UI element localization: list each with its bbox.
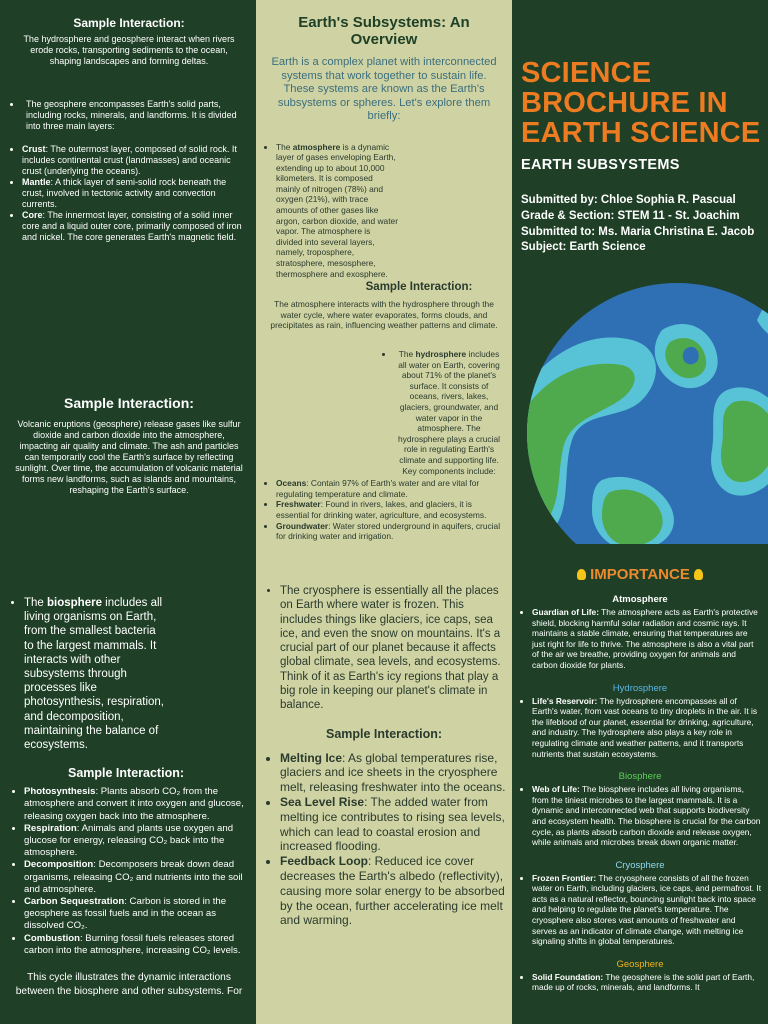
- grade-section: Grade & Section: STEM 11 - St. Joachim: [521, 209, 740, 222]
- geosphere-list: [12, 99, 246, 132]
- brochure-subtitle: EARTH SUBSYSTEMS: [521, 157, 680, 173]
- panel-left-bottom: [0, 544, 256, 1024]
- submitted-by: Submitted by: Chloe Sophia R. Pascual: [521, 194, 736, 206]
- panel-right-bottom: [512, 544, 768, 1024]
- sample2-heading: Sample Interaction:: [64, 395, 194, 411]
- process-photosynthesis: • Photosynthesis: Plants absorb CO₂ from the atmosphere and convert it into oxygen and glucose, releasing oxygen back into the atmosphere.: [24, 786, 246, 823]
- cryosphere-list: [262, 584, 506, 713]
- importance-biosphere-title: Biosphere: [618, 771, 662, 783]
- importance-geosphere-title: Geosphere: [616, 958, 664, 970]
- importance-hydrosphere-list: [518, 696, 762, 760]
- earth-globe-icon: [512, 270, 768, 544]
- brochure-title: SCIENCE BROCHURE IN EARTH SCIENCE: [521, 57, 761, 149]
- layers-list: [12, 144, 246, 243]
- layer-mantle: • Mantle: A thick layer of semi-solid rock beneath the crust, involved in tectonic activity and convection currents.: [22, 177, 246, 210]
- process-combustion: • Combustion: Burning fossil fuels releases stored carbon into the atmosphere, increasing CO₂ levels.: [24, 933, 246, 957]
- submitted-to: Submitted to: Ms. Maria Christina E. Jacob: [521, 225, 755, 238]
- cryosphere-desc: • The cryosphere is essentially all the places on Earth where water is frozen. This includes things like glaciers, ice caps, sea ice, and even the snow on mountains. It's a crucial part of our planet because it affects global climate, sea levels, and ecosystems. Think of it as Earth's icy regions that play a big role in keeping our planet's climate in balance.: [280, 584, 506, 713]
- biosphere-list: [6, 596, 164, 752]
- importance-cryosphere: • Frozen Frontier: The cryosphere consists of all the frozen water on Earth, including glaciers, ice caps, and permafrost. It acts as a natural reflector, bouncing sunlight back into space and helping to regulate the planet's temperature. The cryosphere also stores vast amounts of freshwater and serves as an indicator of climate change, with melting ice signaling shifts in global temperatures.: [532, 873, 762, 947]
- overview-intro: Earth is a complex planet with interconnected systems that work together to sustain life. These systems are known as the Earth's subsystems or spheres. Let's explore them briefly:: [271, 56, 497, 122]
- component-freshwater: • Freshwater: Found in rivers, lakes, and glaciers, it is essential for drinking water, agriculture, and ecosystems.: [276, 499, 504, 520]
- importance-geosphere: • Solid Foundation: The geosphere is the solid part of Earth, made up of rocks, minerals, and landforms. It: [532, 972, 762, 993]
- sample-heading: Sample Interaction:: [73, 16, 185, 30]
- cryo-sample-heading: Sample Interaction:: [326, 726, 442, 741]
- panel-right-top: [512, 0, 768, 544]
- atmosphere-desc: • The atmosphere is a dynamic layer of gases enveloping Earth, extending up to about 10,000 kilometers. It is composed mainly of nitrogen (78%) and oxygen (21%), with trace amounts of other gases like argon, carbon dioxide, and water vapor. The atmosphere is divided into several layers, namely, troposphere, stratosphere, mesosphere, thermosphere and exosphere.: [276, 142, 398, 280]
- atmo-sample-heading: Sample Interaction:: [365, 281, 473, 294]
- importance-cryosphere-title: Cryosphere: [615, 859, 665, 871]
- importance-biosphere: • Web of Life: The biosphere includes all living organisms, from the tiniest microbes to the largest mammals. It is a dynamic and interconnected web that supports biodiversity and ecosystem health. The biosphere is crucial for the carbon cycle, as plants absorb carbon dioxide and release oxygen, while animals and microbes break down organic matter.: [532, 784, 762, 848]
- importance-atmosphere-list: [518, 607, 762, 671]
- panel-mid-top: [256, 0, 512, 544]
- item-melting-ice: • Melting Ice: As global temperatures rise, glaciers and ice sheets in the cryosphere melt, releasing freshwater into the oceans.: [280, 751, 510, 795]
- importance-geosphere-list: [518, 972, 762, 993]
- sample-text: The hydrosphere and geosphere interact when rivers erode rocks, transporting sediments to the ocean, shaping landscapes and forming deltas.: [23, 34, 235, 66]
- geosphere-intro: • The geosphere encompasses Earth's solid parts, including rocks, minerals, and landforms. It is divided into three main layers:: [22, 99, 246, 132]
- importance-biosphere-list: [518, 784, 762, 848]
- bio-closing: This cycle illustrates the dynamic interactions between the biosphere and other subsystems. For: [15, 972, 243, 997]
- importance-atmosphere-title: Atmosphere: [612, 594, 668, 605]
- panel-mid-bottom: [256, 544, 512, 1024]
- processes-list: [6, 786, 246, 957]
- layer-core: • Core: The innermost layer, consisting of a solid inner core and a liquid outer core, primarily composed of iron and nickel. The core generates Earth's magnetic field.: [22, 210, 246, 243]
- importance-atmosphere: • Guardian of Life: The atmosphere acts as Earth's protective shield, blocking harmful solar radiation and cosmic rays. It maintains a stable climate, ensuring that temperatures are just right for life to thrive. The atmosphere is also a vital part of the air we breathe, providing oxygen for animals and carbon dioxide for plants.: [532, 607, 762, 671]
- importance-heading: IMPORTANCE: [590, 566, 690, 583]
- submission-info: [521, 193, 768, 256]
- layer-crust: • Crust: The outermost layer, composed of solid rock. It includes continental crust (landmasses) and oceanic crust (underlying the oceans).: [22, 144, 246, 177]
- bio-sample-heading: Sample Interaction:: [68, 766, 184, 781]
- importance-hydrosphere: • Life's Reservoir: The hydrosphere encompasses all of Earth's water, from vast oceans to tiny droplets in the air. It is the lifeblood of our planet, essential for drinking, agriculture, and industry. The hydrosphere also plays a key role in regulating climate and weather patterns, and it transports nutrients that sustain ecosystems.: [532, 696, 762, 760]
- importance-hydrosphere-title: Hydrosphere: [612, 682, 668, 694]
- lightbulb-icon: [694, 569, 703, 580]
- hydro-components-list: [264, 478, 504, 542]
- atmosphere-list: [264, 142, 398, 280]
- panel-left-top: [0, 0, 256, 544]
- item-sea-level-rise: • Sea Level Rise: The added water from melting ice contributes to rising sea levels, which can lead to coastal erosion and increased flooding.: [280, 795, 510, 854]
- hydrosphere-list: [382, 349, 504, 476]
- item-feedback-loop: • Feedback Loop: Reduced ice cover decreases the Earth's albedo (reflectivity), causing more solar energy to be absorbed by the ocean, further accelerating ice melt and warming.: [280, 854, 510, 928]
- sample2-text: Volcanic eruptions (geosphere) release gases like sulfur dioxide and carbon dioxide into the atmosphere, impacting air quality and climate. The ash and particles can temporarily cool the Earth's surface by reflecting sunlight. Over time, the accumulation of volcanic material forms new landforms, such as islands and mountains, reshaping the Earth's surface.: [15, 419, 243, 495]
- process-carbon-sequestration: • Carbon Sequestration: Carbon is stored in the geosphere as fossil fuels and in the ocean as dissolved CO₂.: [24, 896, 246, 933]
- overview-heading: Earth's Subsystems: An Overview: [298, 14, 470, 48]
- process-decomposition: • Decomposition: Decomposers break down dead organisms, releasing CO₂ and nutrients into the soil and atmosphere.: [24, 859, 246, 896]
- component-groundwater: • Groundwater: Water stored underground in aquifers, crucial for drinking water and irrigation.: [276, 521, 504, 542]
- importance-heading-row: [518, 566, 762, 584]
- importance-cryosphere-list: [518, 873, 762, 947]
- hydrosphere-desc: • The hydrosphere includes all water on Earth, covering about 71% of the planet's surface. It consists of oceans, rivers, lakes, glaciers, groundwater, and water vapor in the atmosphere. The hydrosphere plays a crucial role in regulating Earth's climate and supporting life. Key components include:: [394, 349, 504, 476]
- biosphere-desc: • The biosphere includes all living organisms on Earth, from the smallest bacteria to the largest mammals. It interacts with other subsystems through processes like photosynthesis, respiration, and decomposition, maintaining the balance of ecosystems.: [24, 596, 164, 752]
- cryo-items-list: [262, 751, 510, 929]
- component-oceans: • Oceans: Contain 97% of Earth's water and are vital for regulating temperature and climate.: [276, 478, 504, 499]
- atmo-sample-text: The atmosphere interacts with the hydrosphere through the water cycle, where water evaporates, forms clouds, and precipitates as rain, influencing weather patterns and climate.: [270, 299, 498, 331]
- subject: Subject: Earth Science: [521, 241, 646, 254]
- lightbulb-icon: [577, 569, 586, 580]
- process-respiration: • Respiration: Animals and plants use oxygen and glucose for energy, releasing CO₂ back into the atmosphere.: [24, 823, 246, 860]
